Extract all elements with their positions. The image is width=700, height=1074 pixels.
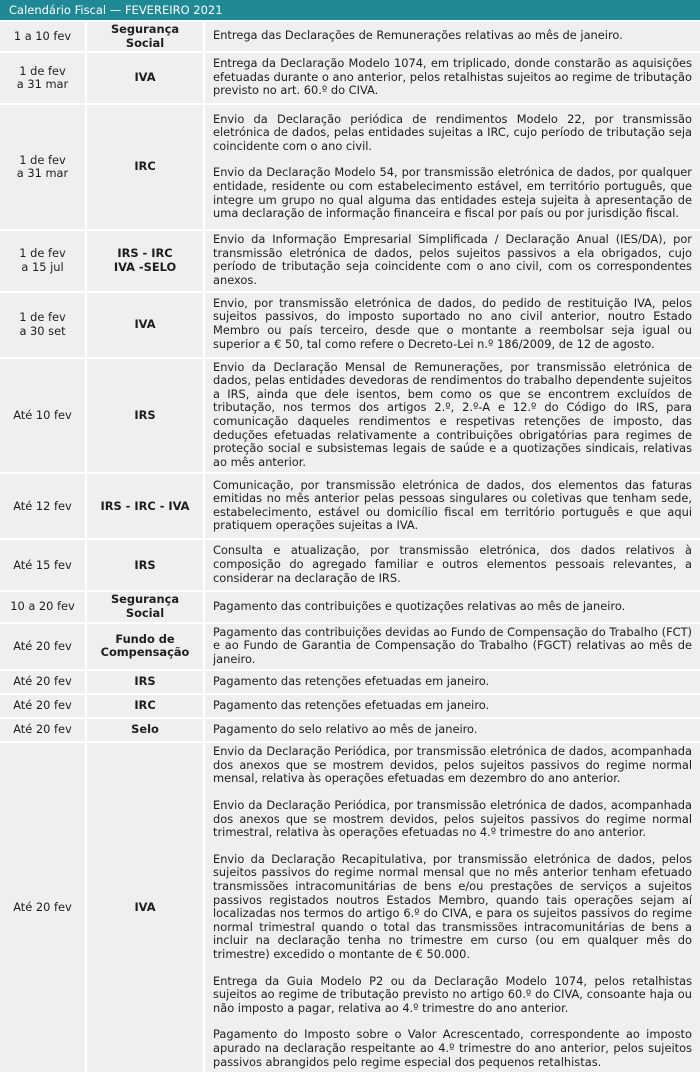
tax-type-text: IRS [134,674,156,689]
obligation-description: Comunicação, por transmissão eletrónica de dados, dos elementos das faturas emitidas no mês anterior pelas pessoas singulares ou coletivas que tenham sede, estabelecimento, estável ou domicílio fiscal em território português e que aqui pratiquem operações sujeitas a IVA. [213,477,692,533]
deadline-text: a 30 set [19,323,66,338]
obligation-description: Pagamento do Imposto sobre o Valor Acrescentado, correspondente ao imposto apurado na declaração respeitante ao 4.º trimestre do ano anterior, pelos sujeitos passivos abrangidos pelo regime especial dos pequenos retalhistas. [213,1027,692,1069]
deadline-text: a 31 mar [16,166,69,181]
obligation-description: Pagamento das contribuições e quotizações relativas ao mês de janeiro. [213,598,626,613]
deadline-cell [0,22,87,51]
obligation-description: Envio da Declaração periódica de rendimentos Modelo 22, por transmissão eletrónica de dados, pelas entidades sujeitas a IRC, cujo período de tributação seja coincidente com o ano civil. [213,111,692,153]
obligation-description-cell [205,293,700,357]
deadline-cell [0,743,87,1072]
deadline-cell [0,540,87,590]
tax-type-cell [87,53,205,103]
deadline-text: 1 de fev [19,152,66,167]
tax-type-cell [87,540,205,590]
obligation-description-cell [205,231,700,290]
deadline-text: 1 de fev [19,63,66,78]
tax-type-text: Compensação [100,645,190,660]
table-row [0,474,700,538]
obligation-description-cell [205,719,700,741]
deadline-text: 1 de fev [19,309,66,324]
obligation-description-cell [205,743,700,1072]
deadline-cell [0,671,87,693]
tax-type-cell [87,671,205,693]
obligation-description: Envio da Declaração Periódica, por transmissão eletrónica de dados, acompanhada dos anexos que se mostrem devidos, pelos sujeitos passivos do regime normal mensal, relativa às operações efetuadas em dezembro do ano anterior. [213,744,692,786]
table-body [0,22,700,1072]
deadline-text: Até 20 fev [13,698,72,713]
deadline-cell [0,719,87,741]
deadline-cell [0,624,87,670]
tax-type-cell [87,293,205,357]
deadline-cell [0,359,87,473]
deadline-text: 1 a 10 fev [13,28,72,43]
tax-type-cell [87,231,205,290]
obligation-description: Envio da Declaração Periódica, por transmissão eletrónica de dados, acompanhada dos anexos que se mostrem devidos, pelos sujeitos passivos do regime normal trimestral, relativa às operações efetuadas no 4.º trimestre do ano anterior. [213,798,692,840]
obligation-description: Entrega da Guia Modelo P2 ou da Declaração Modelo 1074, pelos retalhistas sujeitos ao regime de tributação previsto no artigo 60.º do CIVA, consoante haja ou não imposto a pagar, relativa ao 4.º trimestre do ano anterior. [213,973,692,1015]
tax-type-cell [87,695,205,717]
tax-type-text: Segurança Social [110,22,180,50]
deadline-cell [0,592,87,621]
deadline-cell [0,474,87,538]
tax-type-cell [87,624,205,670]
obligation-description: Entrega da Declaração Modelo 1074, em triplicado, donde constarão as aquisições efetuadas durante o ano anterior, pelos retalhistas sujeitos ao regime de tributação previsto no art. 60.º do CIVA. [213,56,692,98]
obligation-description-cell [205,592,700,621]
deadline-cell [0,105,87,229]
deadline-text: a 31 mar [16,77,69,92]
tax-type-text: IRS - IRC - IVA [100,498,190,513]
deadline-cell [0,695,87,717]
obligation-description: Pagamento do selo relativo ao mês de janeiro. [213,721,478,736]
tax-type-text: IVA [134,70,156,85]
tax-type-cell [87,22,205,51]
deadline-cell [0,293,87,357]
deadline-text: Até 12 fev [13,498,72,513]
tax-type-cell [87,719,205,741]
table-row [0,719,700,741]
obligation-description: Consulta e atualização, por transmissão eletrónica, dos dados relativos à composição do agregado familiar e outros elementos pessoais relevantes, a considerar na declaração de IRS. [213,543,692,585]
tax-type-cell [87,359,205,473]
obligation-description: Entrega das Declarações de Remunerações relativas ao mês de janeiro. [213,28,623,43]
deadline-text: 1 de fev [19,246,66,261]
table-row [0,592,700,621]
tax-type-cell [87,592,205,621]
tax-type-text: IVA [134,316,156,331]
obligation-description-cell [205,671,700,693]
tax-type-text: Segurança Social [110,592,180,620]
obligation-description: Envio, por transmissão eletrónica de dados, do pedido de restituição IVA, pelos sujeitos passivos, do imposto suportado no ano civil anterior, noutro Estado Membro ou país terceiro, desde que o montante a reembolsar seja igual ou superior a € 50, tal como refere o Decreto-Lei n.º 186/2009, de 12 de agosto. [213,295,692,351]
obligation-description-cell [205,624,700,670]
table-row [0,22,700,51]
table-row [0,671,700,693]
obligation-description-cell [205,105,700,229]
obligation-description: Envio da Declaração Recapitulativa, por transmissão eletrónica de dados, pelos sujeitos passivos do regime normal mensal que no mês anterior tenham efetuado transmissões intracomunitárias de bens e/ou prestações de serviços a sujeitos passivos registados noutros Estados Membro, quando tais operações sejam aí localizadas nos termos do artigo 6.º do CIVA, e para os sujeitos passivos do regime normal trimestral quando o total das transmissões intracomunitárias de bens a incluir na declaração tenha no trimestre em curso (ou em qualquer mês do trimestre) excedido o montante de € 50.000. [213,851,692,961]
deadline-text: 10 a 20 fev [10,599,75,614]
tax-type-text: Selo [131,722,159,737]
table-row [0,540,700,590]
table-row [0,624,700,670]
tax-type-text: IVA -SELO [113,259,177,274]
deadline-text: a 15 jul [21,259,64,274]
deadline-text: Até 10 fev [13,407,72,422]
deadline-text: Até 20 fev [13,674,72,689]
obligation-description-cell [205,22,700,51]
obligation-description: Envio da Declaração Mensal de Remunerações, por transmissão eletrónica de dados, pelas entidades devedoras de rendimentos do trabalho dependente sujeitos a IRS, ainda que dele isentos, bem como os que se encontrem excluídos de tributação, nos termos dos artigos 2.º, 2.º-A e 12.º do Código do IRS, para comunicação daqueles rendimentos e respetivas retenções de imposto, das deduções efetuadas relativamente a contribuições obrigatórias para regimes de proteção social e subsistemas legais de saúde e a quotizações sindicais, relativas ao mês anterior. [213,359,692,469]
tax-type-text: IRC [134,698,156,713]
deadline-text: Até 20 fev [13,722,72,737]
obligation-description-cell [205,359,700,473]
obligation-description-cell [205,695,700,717]
fiscal-calendar-table [0,20,700,1074]
page-title: Calendário Fiscal — FEVEREIRO 2021 [0,0,700,20]
table-row [0,105,700,229]
tax-type-text: IRS - IRC [117,246,173,261]
deadline-cell [0,231,87,290]
tax-type-text: IVA [134,899,156,914]
tax-type-text: IRS [134,557,156,572]
tax-type-text: IRC [134,159,156,174]
obligation-description-cell [205,53,700,103]
deadline-text: Até 15 fev [13,557,72,572]
tax-type-cell [87,105,205,229]
obligation-description: Pagamento das retenções efetuadas em janeiro. [213,697,490,712]
tax-type-text: IRS [134,407,156,422]
table-row [0,53,700,103]
obligation-description: Envio da Declaração Modelo 54, por transmissão eletrónica de dados, por qualquer entidade, residente ou com estabelecimento estável, em território português, que integre um grupo no qual alguma das entidades esteja sujeita à apresentação de uma declaração de informação financeira e fiscal por país ou por jurisdição fiscal. [213,165,692,221]
tax-type-cell [87,474,205,538]
deadline-text: Até 20 fev [13,638,72,653]
obligation-description-cell [205,474,700,538]
obligation-description-cell [205,540,700,590]
table-row [0,293,700,357]
deadline-cell [0,53,87,103]
table-row [0,695,700,717]
tax-type-text: Fundo de [115,631,175,646]
obligation-description: Pagamento das retenções efetuadas em janeiro. [213,673,490,688]
deadline-text: Até 20 fev [13,899,72,914]
table-row [0,743,700,1072]
table-row [0,231,700,290]
obligation-description: Envio da Informação Empresarial Simplificada / Declaração Anual (IES/DA), por transmissão eletrónica de dados, pelos sujeitos passivos a ela obrigados, cujo período de tributação seja coincidente com o ano civil, com os correspondentes anexos. [213,232,692,287]
obligation-description: Pagamento das contribuições devidas ao Fundo de Compensação do Trabalho (FCT) e ao Fundo de Garantia de Compensação do Trabalho (FGCT) relativas ao mês de janeiro. [213,624,692,666]
tax-type-cell [87,743,205,1072]
table-row [0,359,700,473]
